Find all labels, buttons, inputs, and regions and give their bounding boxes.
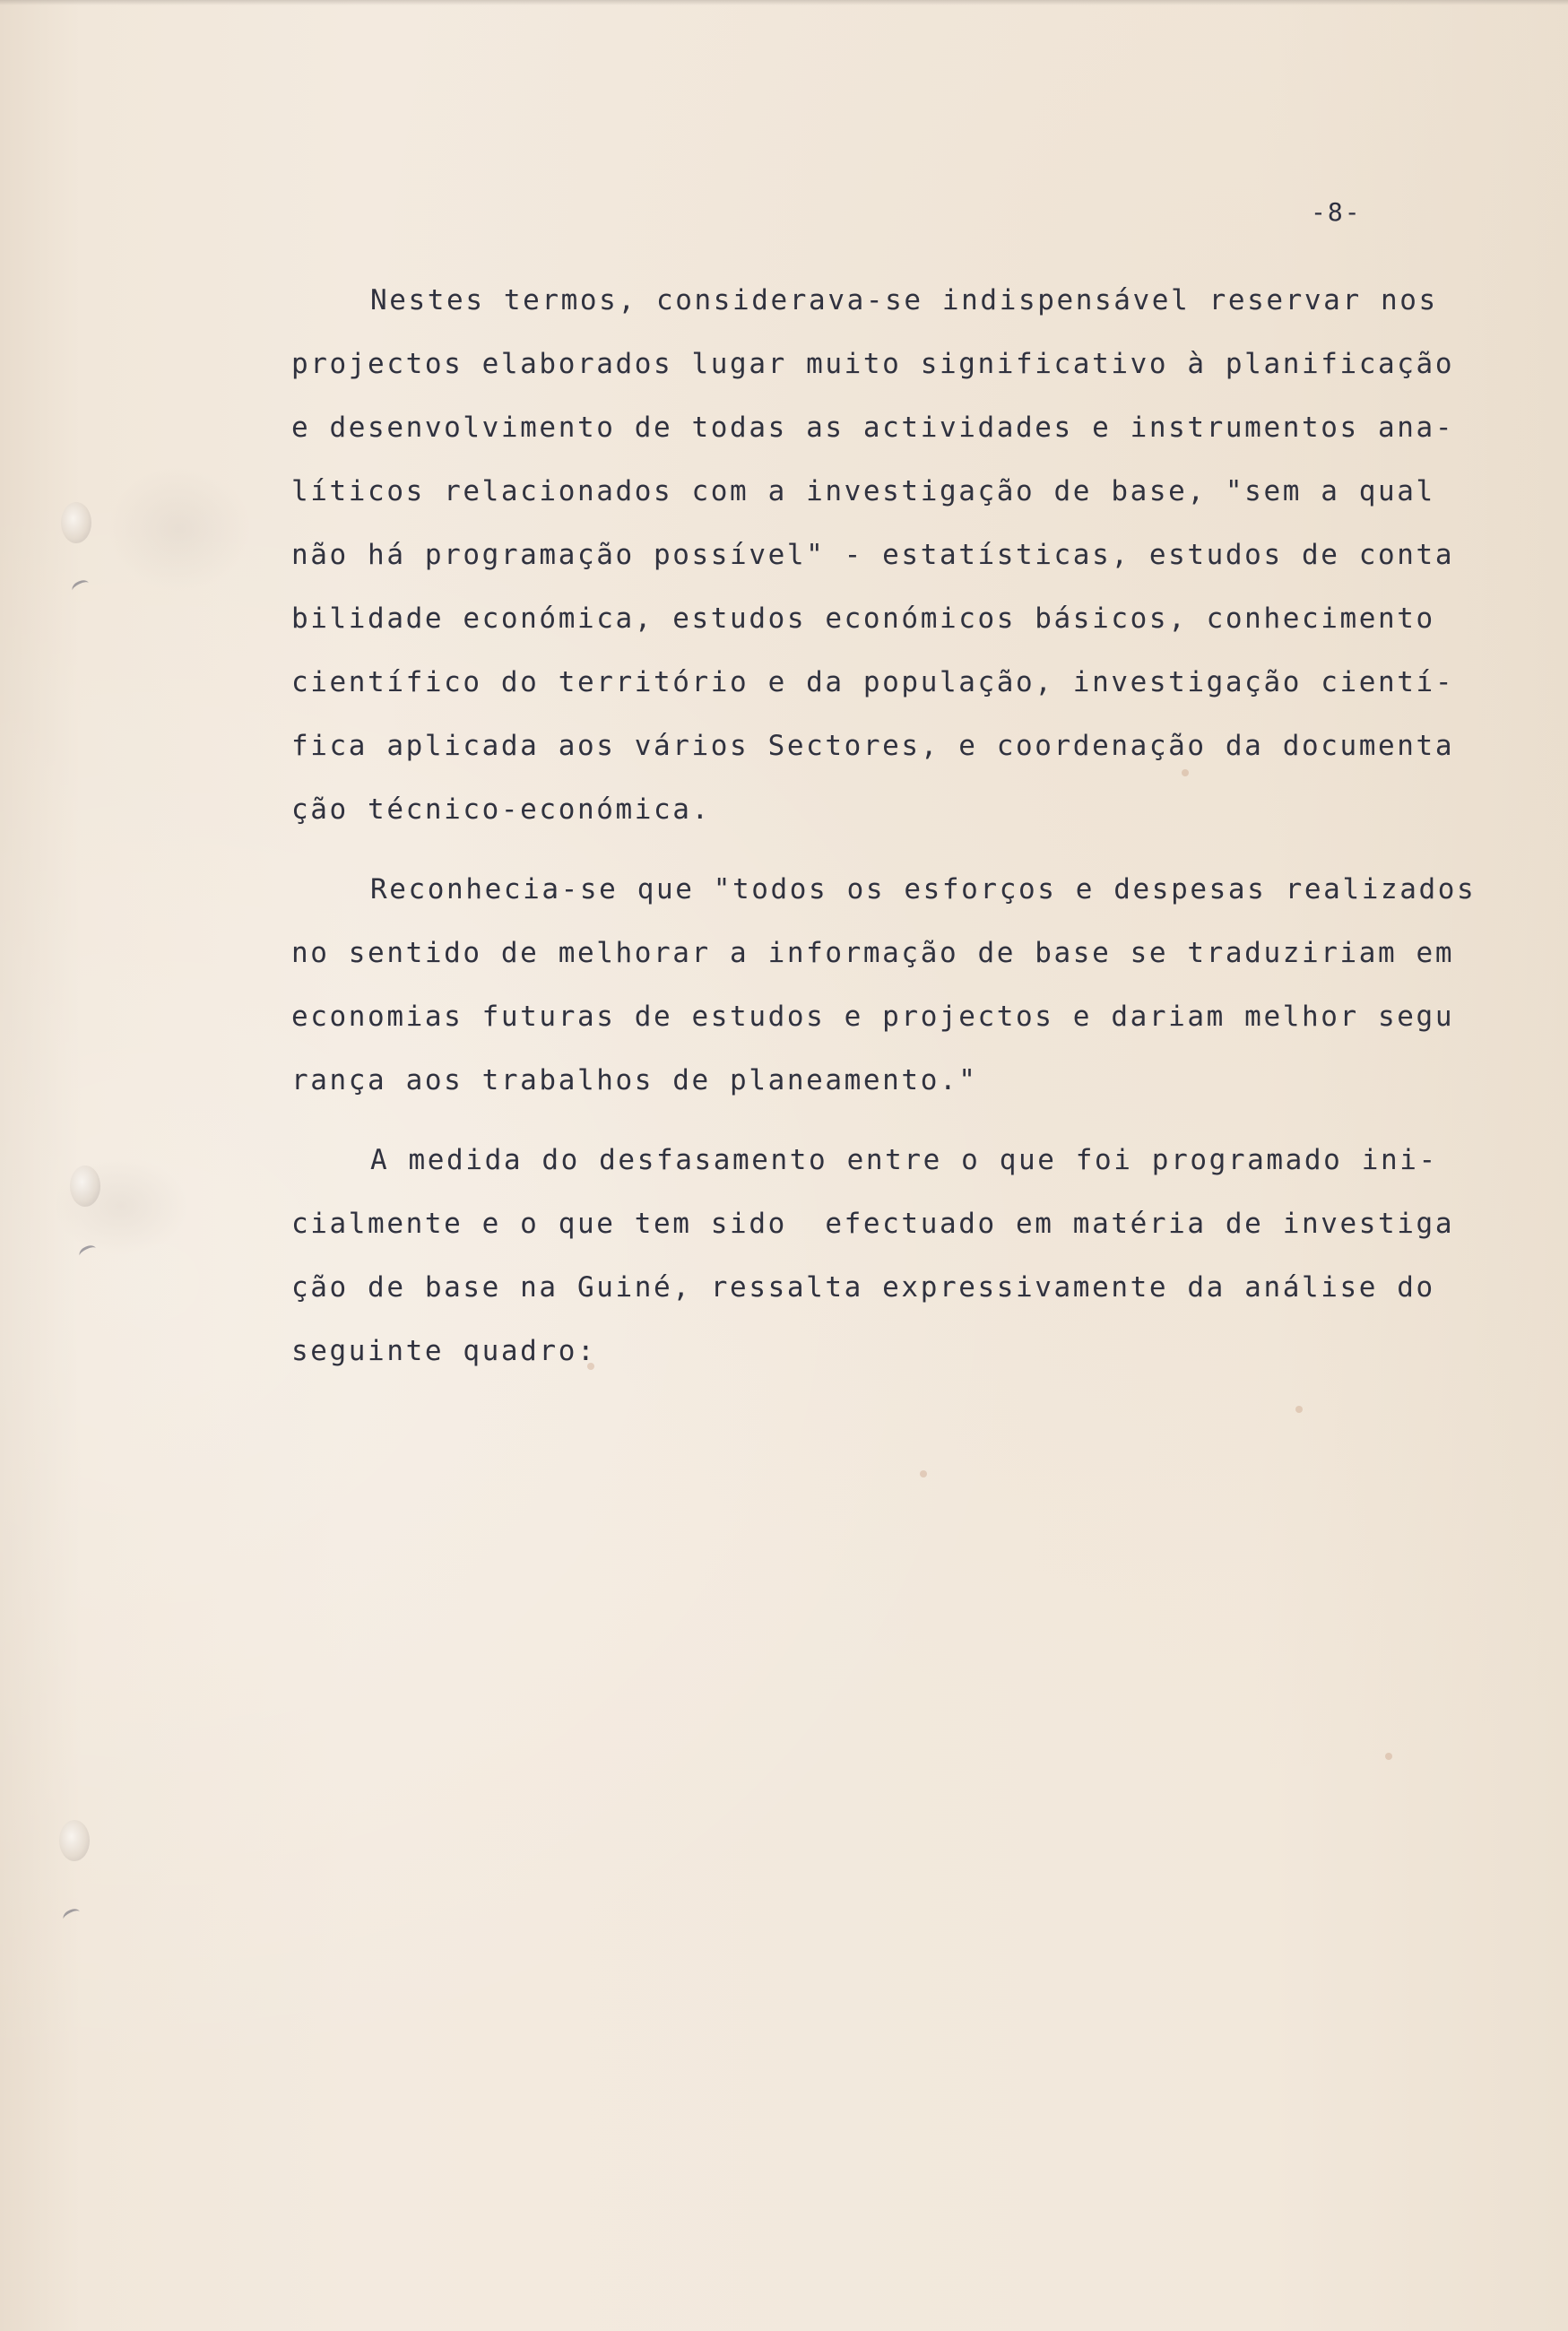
paper-smudge	[108, 466, 251, 592]
binding-mark	[70, 577, 91, 595]
text-line: líticos relacionados com a investigação de base, "sem a qual	[291, 475, 1435, 507]
text-line: ção técnico-económica.	[291, 793, 711, 826]
text-line: rança aos trabalhos de planeamento."	[291, 1064, 978, 1096]
binding-hole-bottom	[59, 1820, 90, 1861]
body-text	[291, 269, 1477, 1399]
text-line: Reconhecia-se que "todos os esforços e despesas realizados	[370, 873, 1477, 906]
text-line: bilidade económica, estudos económicos básicos, conhecimento	[291, 602, 1435, 635]
paper-speck	[1385, 1753, 1392, 1760]
text-line: A medida do desfasamento entre o que foi programado ini-	[370, 1144, 1438, 1176]
binding-hole-top	[61, 502, 91, 543]
paragraph	[291, 1129, 1455, 1383]
text-line: projectos elaborados lugar muito significativo à planificação	[291, 348, 1455, 380]
text-line: ção de base na Guiné, ressalta expressivamente da análise do	[291, 1271, 1435, 1304]
page-number: -8-	[1311, 197, 1362, 227]
text-line: economias futuras de estudos e projectos e dariam melhor segu	[291, 1001, 1455, 1033]
text-line: não há programação possível" - estatísticas, estudos de conta	[291, 539, 1455, 571]
text-line: e desenvolvimento de todas as actividades e instrumentos ana-	[291, 412, 1455, 444]
paragraph	[291, 269, 1455, 842]
page-top-edge	[0, 0, 1568, 5]
paper-speck	[1295, 1406, 1303, 1413]
text-line: no sentido de melhorar a informação de base se traduziriam em	[291, 937, 1455, 969]
text-line: cialmente e o que tem sido efectuado em matéria de investiga	[291, 1208, 1455, 1240]
text-line: seguinte quadro:	[291, 1335, 597, 1367]
text-line: fica aplicada aos vários Sectores, e coordenação da documenta	[291, 730, 1455, 762]
text-line: científico do território e da população, investigação cientí-	[291, 666, 1455, 698]
paper-speck	[920, 1470, 927, 1477]
text-line: Nestes termos, considerava-se indispensável reservar nos	[370, 284, 1438, 316]
paragraph	[291, 858, 1477, 1113]
paper-smudge	[54, 1157, 188, 1255]
binding-mark	[61, 1906, 82, 1924]
